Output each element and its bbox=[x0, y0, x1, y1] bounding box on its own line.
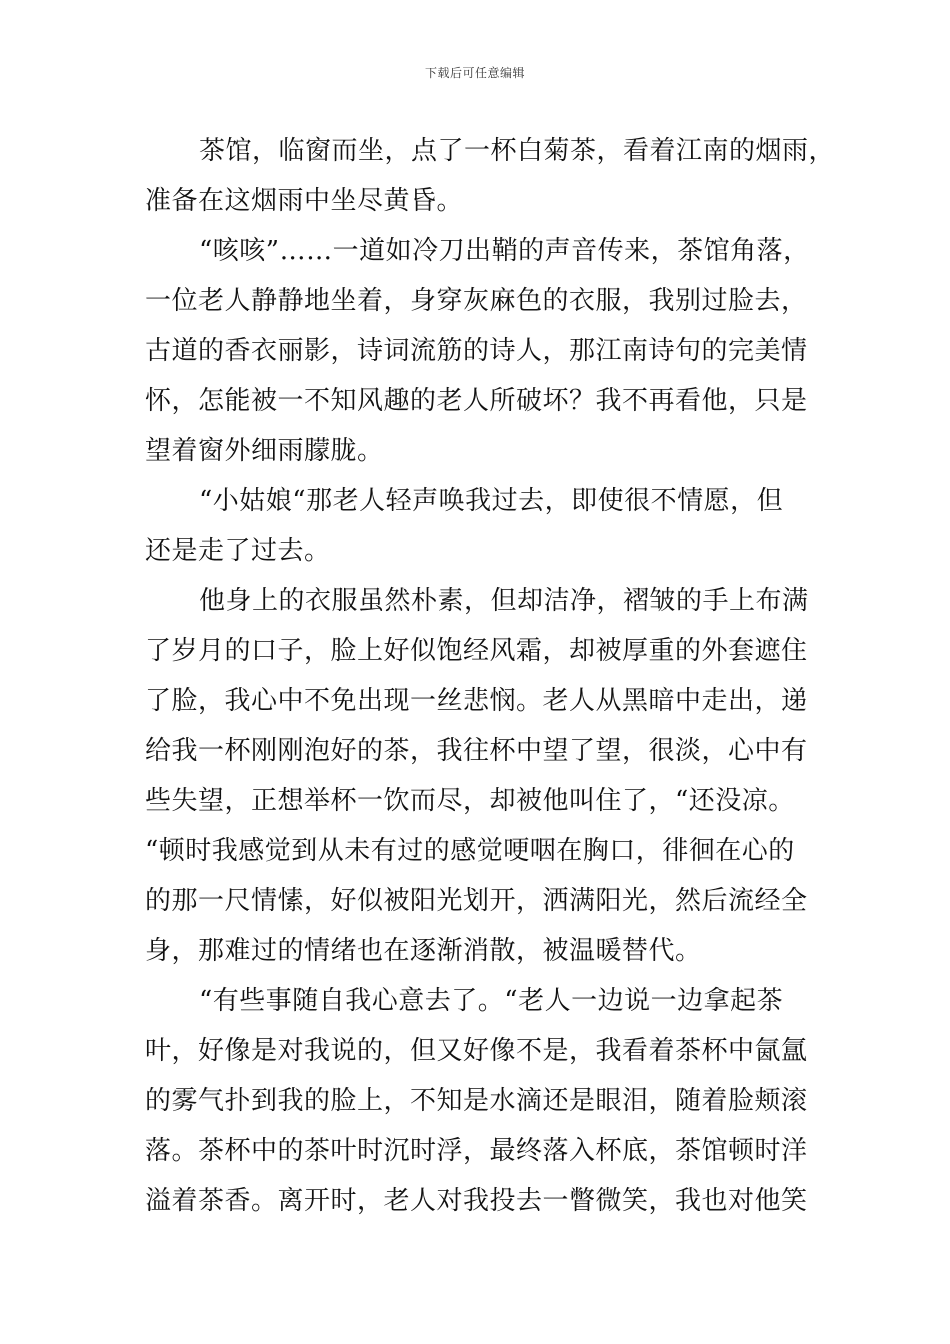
paragraph-line: 他身上的衣服虽然朴素，但却洁净，褶皱的手上布满 bbox=[199, 586, 809, 616]
document-body bbox=[145, 126, 835, 1226]
paragraph-line: 些失望，正想举杯一饮而尽，却被他叫住了，“还没凉。 bbox=[145, 786, 795, 816]
paragraph-line: 溢着茶香。离开时，老人对我投去一瞥微笑，我也对他笑 bbox=[145, 1186, 808, 1216]
paragraph-line: 的那一尺情愫，好似被阳光划开，洒满阳光，然后流经全 bbox=[145, 886, 808, 916]
paragraph-line: 准备在这烟雨中坐尽黄昏。 bbox=[145, 186, 464, 216]
paragraph-line: 的雾气扑到我的脸上，不知是水滴还是眼泪，随着脸颊滚 bbox=[145, 1086, 808, 1116]
paragraph-4 bbox=[145, 576, 835, 976]
paragraph-2 bbox=[145, 226, 835, 476]
paragraph-line: “有些事随自我心意去了。“老人一边说一边拿起茶 bbox=[199, 986, 784, 1016]
paragraph-line: 怀，怎能被一不知风趣的老人所破坏？我不再看他，只是 bbox=[145, 386, 808, 416]
paragraph-1 bbox=[145, 126, 835, 226]
paragraph-line: 一位老人静静地坐着，身穿灰麻色的衣服，我别过脸去， bbox=[145, 286, 808, 316]
paragraph-line: 身，那难过的情绪也在逐渐消散，被温暖替代。 bbox=[145, 936, 702, 966]
paragraph-line: 了脸，我心中不免出现一丝悲悯。老人从黑暗中走出，递 bbox=[145, 686, 808, 716]
paragraph-line: “咳咳”……一道如冷刀出鞘的声音传来，茶馆角落， bbox=[199, 236, 810, 266]
paragraph-line: 叶，好像是对我说的，但又好像不是，我看着茶杯中氤氲 bbox=[145, 1036, 808, 1066]
paragraph-line: 了岁月的口子，脸上好似饱经风霜，却被厚重的外套遮住 bbox=[145, 636, 808, 666]
paragraph-line: 茶馆，临窗而坐，点了一杯白菊茶，看着江南的烟雨， bbox=[199, 136, 836, 166]
paragraph-line: 望着窗外细雨朦胧。 bbox=[145, 436, 384, 466]
paragraph-line: 落。茶杯中的茶叶时沉时浮，最终落入杯底，茶馆顿时洋 bbox=[145, 1136, 808, 1166]
paragraph-5 bbox=[145, 976, 835, 1226]
paragraph-line: 给我一杯刚刚泡好的茶，我往杯中望了望，很淡，心中有 bbox=[145, 736, 808, 766]
page-header: 下载后可任意编辑 bbox=[424, 66, 525, 80]
paragraph-line: 还是走了过去。 bbox=[145, 536, 331, 566]
paragraph-line: “小姑娘“那老人轻声唤我过去，即使很不情愿，但 bbox=[199, 486, 784, 516]
paragraph-line: “顿时我感觉到从未有过的感觉哽咽在胸口，徘徊在心的 bbox=[145, 836, 795, 866]
paragraph-3 bbox=[145, 476, 835, 576]
paragraph-line: 古道的香衣丽影，诗词流筋的诗人，那江南诗句的完美情 bbox=[145, 336, 808, 366]
